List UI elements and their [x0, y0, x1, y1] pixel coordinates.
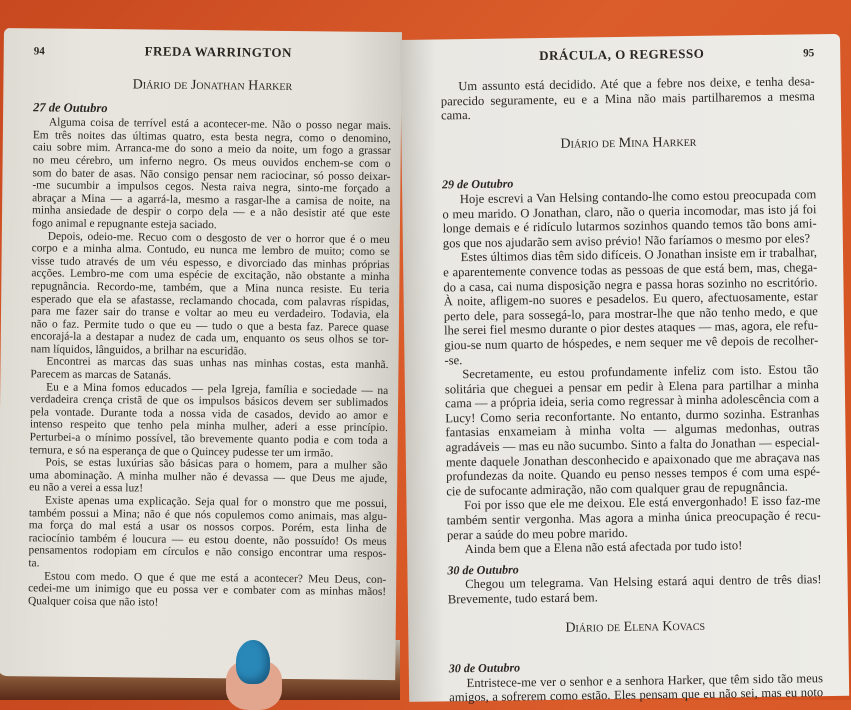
text-line: Brevemente, tudo estará bem. [447, 590, 598, 607]
text-line: encorajá-la a destapar a nudez de cada um, enquanto os seus olhos se tor- [30, 330, 389, 347]
text-line: Um assunto está decidido. Até que a febre nos deixe, e tenha desa- [458, 74, 815, 94]
text-line: o meu marido. O Jonathan, claro, não o queria incomodar, mas isto já foi [442, 201, 817, 221]
fingernail [236, 640, 270, 684]
text-line: Encontrei as marcas das suas unhas nas minhas costas, esta manhã. [46, 355, 389, 372]
diary-date: 30 de Outubro [447, 562, 519, 578]
left-page-text [28, 78, 392, 611]
text-line: pela vontade. Durante toda a nossa vida de casados, devido ao amor e [29, 406, 389, 422]
text-line: minha ansiedade de despir o corpo dela — e a não desistir até que este [32, 204, 391, 221]
text-line: perar a saúde do meu pobre marido. [446, 525, 628, 543]
diary-heading: Diário de Mina Harker [560, 134, 697, 152]
text-line: Em três noites das últimas quatro, esta besta negra, como o denomino, [32, 129, 391, 145]
book-title: DRÁCULA, O REGRESSO [539, 45, 705, 64]
text-line: Alguma coisa de terrível está a acontecer-me. Não o posso negar mais. [48, 116, 392, 133]
text-line: cedei-me um inimigo que eu possa ver e combater com as minhas mãos! [28, 582, 387, 599]
author-name: FREDA WARRINGTON [144, 43, 292, 61]
text-line: eu não a verei a essa luz! [29, 481, 144, 495]
page-number: 94 [33, 45, 45, 58]
text-line: e aparentemente convence todas as pessoas de que está bem, mas, chega- [443, 260, 818, 280]
diary-date: 27 de Outubro [33, 99, 108, 115]
text-line: som do bater de asas. Não consigo pensar nem raciocinar, só posso deixar- [32, 166, 391, 183]
text-line: Entristece-me ver o senhor e a senhora Harker, que têm sido tão meus [466, 670, 824, 690]
text-line: visse tudo através de um véu espesso, e divorciado das minhas próprias [31, 255, 390, 271]
text-line: raciocínio também é loucura — eu estou doente, não possuído! Os meus [28, 532, 387, 548]
text-line: Depois, odeio-me. Recuo com o desgosto de ver o horror que é o meu [47, 230, 390, 246]
text-line: -me sucumbir a impulsos cegos. Nesta raiva negra, sinto-me forçado a [32, 179, 391, 196]
right-running-head [440, 44, 814, 65]
text-line: fantasias enxameiam à minha volta — algumas medonhas, outras [445, 420, 820, 440]
text-line: lhe serei fiel mesmo durante o pior destes ataques — mas, agora, ele refu- [443, 318, 819, 338]
diary-heading: Diário de Elena Kovacs [565, 618, 706, 636]
diary-date: 29 de Outubro [441, 176, 514, 192]
text-line: pensamentos rodopiam em círculos e não consigo encontrar uma respos- [28, 544, 387, 561]
text-line: Hoje escrevi a Van Helsing contando-lhe como estou preocupada com [459, 187, 817, 207]
text-line: Existe apenas uma explicação. Seja qual for o monstro que me possui, [44, 494, 388, 511]
left-page [0, 28, 402, 680]
text-line: Eu e a Mina fomos educados — pela Igreja, família e sociedade — na [46, 381, 389, 397]
text-line: Secretamente, eu estou profundamente infeliz com isto. Estou tão [462, 362, 819, 382]
text-line: ma força do mal está a usar os nossos corpos. Porém, esta linha de [28, 519, 387, 536]
text-line: cie de sufocante admiração, não com qualquer grau de repugnância. [446, 479, 788, 499]
text-line: mente daquele Jonathan desconhecido e apaixonado que me abraçava nas [445, 449, 820, 470]
text-line: verdadeira crença cristã de que os impulsos básicos devem ser sublimados [30, 393, 389, 410]
diary-date: 30 de Outubro [448, 660, 521, 676]
text-line: nam líquidos, lânguidos, a brilhar na escuridão. [30, 343, 247, 358]
text-line: agradáveis — mas eu não sucumbo. Sinto a falta do Jonathan — especial- [445, 435, 820, 455]
text-line: -se. [444, 352, 463, 367]
right-page-text [441, 74, 824, 705]
text-line: Estes últimos dias têm sido difíceis. O Jonathan insiste em ir trabalhar, [460, 245, 818, 265]
text-line: giou-se num quarto de hóspedes, e nem sequer me vê depois de recolher- [444, 333, 819, 353]
text-line: também possui a Mina; não é que nós copulemos como animais, mas algu- [28, 506, 387, 523]
text-line: Parecem as marcas de Satanás. [30, 368, 172, 382]
text-line: gos que nos ajudarão sem aviso prévio! Não faríamos o mesmo por eles? [442, 231, 811, 251]
text-line: Ainda bem que a Elena não está afectada por tudo isto! [464, 538, 743, 557]
text-line: ternura, e só na esperança de que o Quincey pudesse ter um irmão. [29, 443, 334, 460]
text-line: esperado que ela se afastasse, reclamando chocada, com palavras ríspidas, [31, 292, 390, 309]
text-line: também sentir vergonha. Mas agora a minha única preocupação é recu- [446, 508, 821, 528]
right-page [400, 34, 849, 705]
text-line: solitária que cheguei a pensar em pedir à Elena para partilhar a minha [444, 376, 819, 397]
text-line: caiu sobre mim. Arranca-me do sono a meio da noite, um fogo a grassar [32, 141, 391, 158]
text-line: À noite, afligem-no suores e pesadelos. Eu quero, afectuosamente, estar [443, 289, 818, 309]
text-line: repugnância. Recordo-me, também, que a Mina nunca resiste. Eu teria [31, 280, 390, 296]
text-line: para me fazer sair do transe e voltar ao meu eu verdadeiro. Todavia, ela [30, 305, 390, 322]
text-line: perto dele, para sossegá-lo, para mostrar-lhe que não tenho medo, e que [443, 303, 818, 324]
text-line: Perturbei-a o mínimo possível, tão brevemente quanto podia e com toda a [29, 431, 388, 448]
text-line: uma abominação. A minha mulher não é devassa — que Deus me ajude, [29, 469, 388, 485]
text-line: parecido seguramente, eu e a Mina não mais partilharemos a mesma [440, 88, 815, 109]
text-line: do a casa, cai numa disposição negra e passa horas sozinho no escritório. [443, 274, 818, 294]
text-line: fogo animal e repugnante esteja saciado. [31, 217, 217, 232]
text-line: cama. [440, 108, 471, 123]
text-line: ta. [28, 557, 40, 570]
text-line: amigos, a sofrerem como estão. Eles pensam que eu não sei, mas eu noto [449, 685, 824, 705]
text-line: Foi por isso que ele me deixou. Ele está envergonhado! E isso faz-me [464, 493, 821, 513]
text-line: Chegou um telegrama. Van Helsing estará aqui dentro de três dias! [465, 572, 822, 592]
text-line: Pois, se estas luxúrias são básicas para o homem, para a mulher são [45, 456, 388, 473]
text-line: acções. Lembro-me com uma espécie de excitação, não obstante a minha [31, 267, 390, 284]
text-line: não o faz. Permite tudo o que eu — tudo o que a besta faz. Parece quase [30, 317, 389, 334]
diary-heading: Diário de Jonathan Harker [132, 77, 293, 95]
text-line: Lucy! Como seria reconfortante. No entanto, durmo sozinha. Estranhas [445, 406, 820, 426]
text-line: cama — a própria ideia, seria como regressar à minha adolescência com a [444, 391, 820, 411]
text-line: intenso respeito que tenho pela minha mulher, aderi a esse princípio. [29, 418, 388, 435]
text-line: profundezas da noite. Quando eu penso nesses tempos é com uma espé- [446, 464, 821, 484]
text-line: Estou com medo. O que é que me está a acontecer? Meu Deus, con- [44, 570, 387, 586]
text-line: Qualquer coisa que não isto! [27, 595, 159, 609]
text-line: no meu cérebro, um inferno negro. Os meus ouvidos enchem-se com o [32, 154, 391, 171]
page-number: 95 [803, 47, 815, 60]
text-line: longe demais e é ridículo lutarmos sozinhos quando temos tão bons ami- [442, 216, 817, 236]
text-line: corpo e a minha alma. Contudo, eu nunca me lembro de muito; como se [31, 242, 390, 259]
left-running-head [34, 42, 392, 62]
text-line: abraçar a Mina — a agarrá-la, mesmo a rasgar-lhe a camisa de noite, na [32, 192, 391, 208]
